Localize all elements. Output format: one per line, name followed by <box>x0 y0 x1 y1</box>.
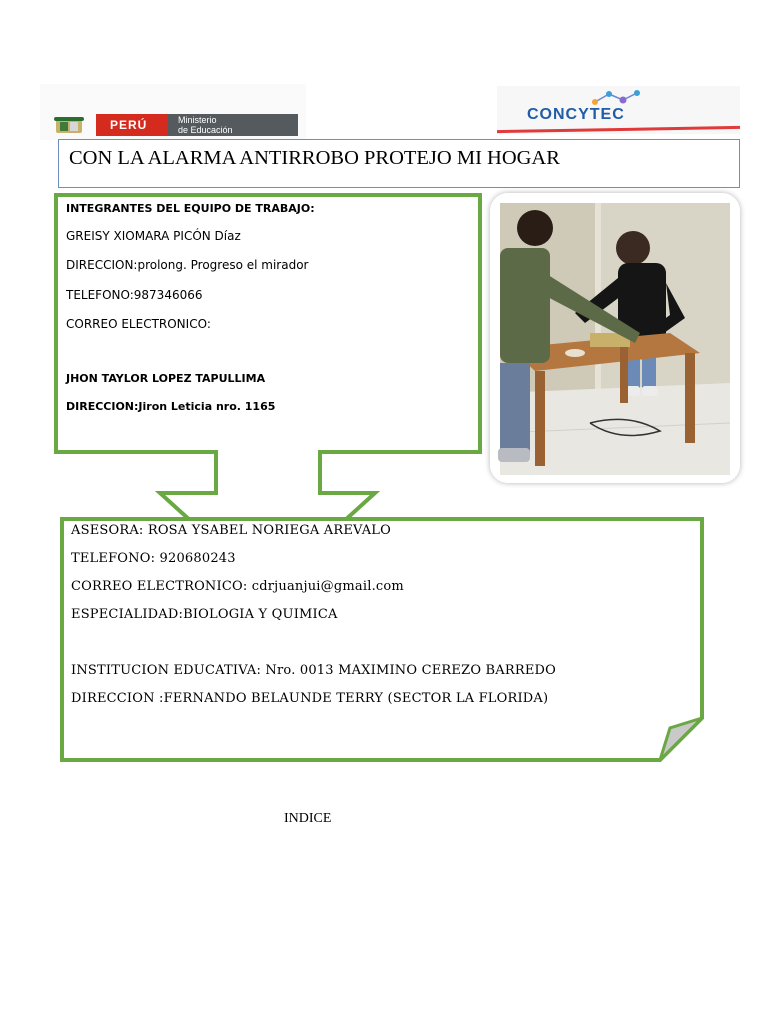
team-heading: INTEGRANTES DEL EQUIPO DE TRABAJO: <box>66 202 315 215</box>
advisor-email: CORREO ELECTRONICO: cdrjuanjui@gmail.com <box>71 579 404 594</box>
advisor-phone: TELEFONO: 920680243 <box>71 551 236 566</box>
member1-name: GREISY XIOMARA PICÓN Díaz <box>66 229 241 243</box>
member1-address: DIRECCION:prolong. Progreso el mirador <box>66 258 309 272</box>
team-photo <box>490 193 740 483</box>
team-callout-frame <box>56 195 480 522</box>
ministry-line-1: Ministerio <box>178 115 217 125</box>
photo-illustration <box>490 193 740 483</box>
member1-phone: TELEFONO:987346066 <box>66 288 203 302</box>
institution-address: DIRECCION :FERNANDO BELAUNDE TERRY (SECTOR LA FLORIDA) <box>71 691 549 706</box>
advisor-name: ASESORA: ROSA YSABEL NORIEGA AREVALO <box>71 523 391 538</box>
member2-name: JHON TAYLOR LOPEZ TAPULLIMA <box>66 372 266 385</box>
peru-label: PERÚ <box>96 114 204 136</box>
advisor-specialty: ESPECIALIDAD:BIOLOGIA Y QUIMICA <box>71 607 338 622</box>
member2-address: DIRECCION:Jiron Leticia nro. 1165 <box>66 400 276 413</box>
member1-email: CORREO ELECTRONICO: <box>66 317 211 331</box>
ministry-line-2: de Educación <box>178 125 233 135</box>
page-title: CON LA ALARMA ANTIRROBO PROTEJO MI HOGAR <box>69 147 560 169</box>
concytec-brand: CONCYTEC <box>527 106 625 123</box>
index-heading: INDICE <box>284 811 332 826</box>
institution: INSTITUCION EDUCATIVA: Nro. 0013 MAXIMINO CEREZO BARREDO <box>71 663 556 678</box>
